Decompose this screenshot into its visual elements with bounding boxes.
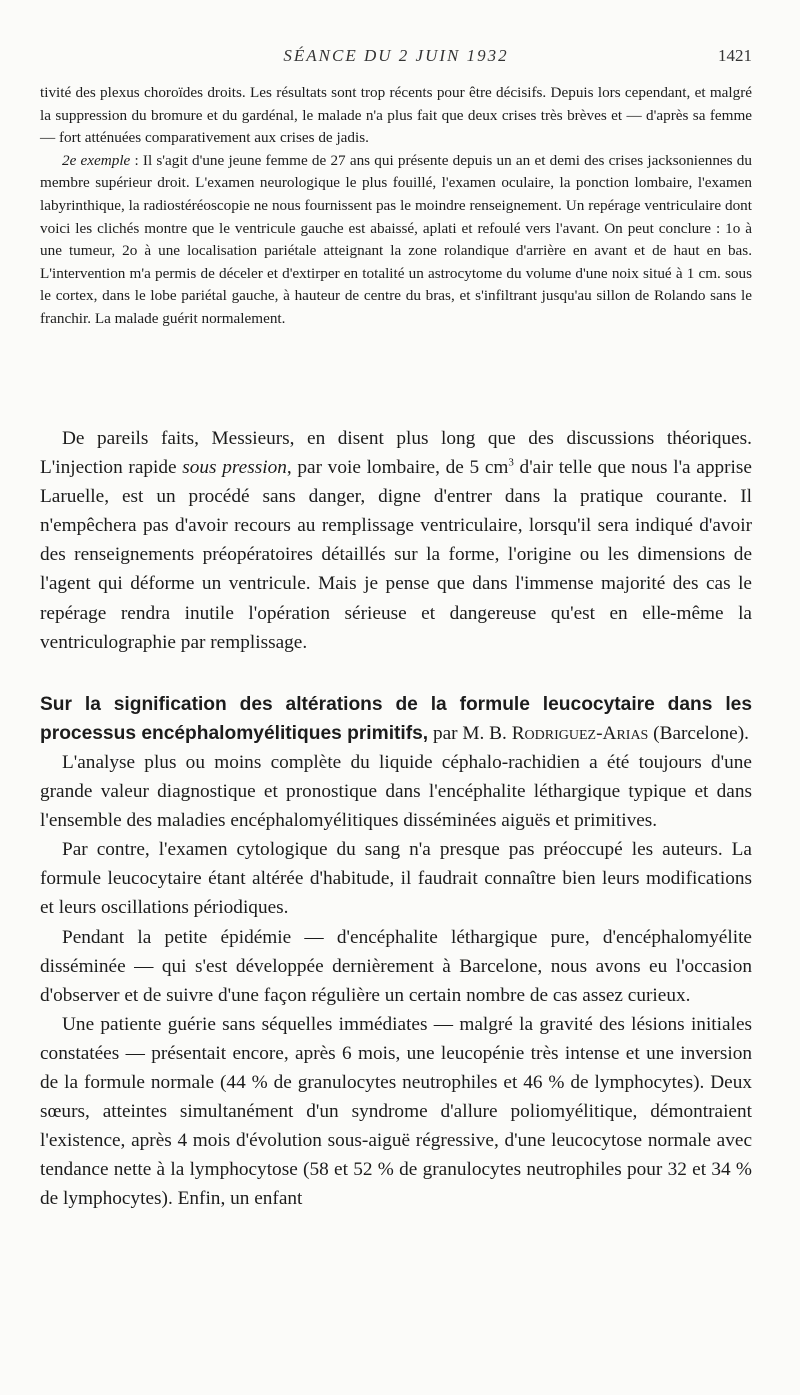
closing-italic: sous pression <box>182 457 287 479</box>
article-location: (Barcelone). <box>648 723 749 744</box>
article-paragraph-2: Par contre, l'examen cytologique du sang n'a presque pas préoccupé les auteurs. La formule leucocytaire étant altérée d'habitude, il faudrait connaître bien leurs modifications et leurs oscillations périodiques. <box>40 839 752 919</box>
article-title: Sur la signification des altérations de la formule leucocytaire dans les processus encéphalomyélitiques primitifs, <box>40 694 752 744</box>
case-text-1: tivité des plexus choroïdes droits. Les résultats sont trop récents pour être décisifs. Depuis lors cependant, et malgré la suppression du bromure et du gardénal, le malade n'a plus fait que deux crises très brèves et — d'après sa femme — fort atténuées comparativement aux crises de jadis. <box>40 84 752 147</box>
article <box>40 690 752 1214</box>
closing-part-1: De pareils faits, Messieurs, en disent plus long que des discussions théoriques. L'injection rapide <box>40 428 752 479</box>
closing-paragraph-text <box>40 424 752 657</box>
article-byline: par M. B. <box>428 723 512 744</box>
closing-part-2: , par voie lombaire, de 5 cm <box>286 457 509 479</box>
running-title: SÉANCE DU 2 JUIN 1932 <box>283 46 509 65</box>
case-report <box>40 82 752 331</box>
article-paragraph-1: L'analyse plus ou moins complète du liquide céphalo-rachidien a été toujours d'une grande valeur diagnostique et pronostique dans l'encéphalite léthargique typique et dans l'ensemble des maladies encéphalomyélitiques disséminées aiguës et primitives. <box>40 752 752 832</box>
case-paragraph-2 <box>40 150 752 331</box>
article-heading <box>40 690 752 748</box>
closing-paragraph <box>40 424 752 657</box>
page-header <box>40 46 752 72</box>
closing-superscript: 3 <box>508 456 514 469</box>
case-example-label: 2e exemple <box>62 151 131 169</box>
closing-part-3: d'air telle que nous l'a apprise Laruelle, est un procédé sans danger, digne d'entrer dans la pratique courante. Il n'empêchera pas d'avoir recours au remplissage ventriculaire, lorsqu'il sera indiqué d'avoir des renseignements préopératoires détaillés sur la forme, l'origine ou les dimensions de l'agent qui déforme un ventricule. Mais je pense que dans l'immense majorité des cas le repérage rendra inutile l'opération sérieuse et dangereuse qu'est en elle-même la ventriculographie par remplissage. <box>40 457 752 653</box>
article-paragraph-4: Une patiente guérie sans séquelles immédiates — malgré la gravité des lésions initiales constatées — présentait encore, après 6 mois, une leucopénie très intense et une inversion de la formule normale (44 % de granulocytes neutrophiles et 46 % de lymphocytes). Deux sœurs, atteintes simultanément d'un syndrome d'allure poliomyélitique, démontraient l'existence, après 4 mois d'évolution sous-aiguë régressive, d'une leucocytose normale avec tendance nette à la lymphocytose (58 et 52 % de granulocytes neutrophiles pour 32 et 34 % de lymphocytes). Enfin, un enfant <box>40 1013 752 1210</box>
page-number: 1421 <box>718 46 752 65</box>
case-paragraph-1 <box>40 82 752 150</box>
article-author: Rodriguez-Arias <box>511 723 649 744</box>
article-paragraph-3: Pendant la petite épidémie — d'encéphalite léthargique pure, d'encéphalomyélite disséminée — qui s'est développée dernièrement à Barcelone, nous avons eu l'occasion d'observer et de suivre d'une façon régulière un certain nombre de cas assez curieux. <box>40 926 752 1006</box>
case-text-2: : Il s'agit d'une jeune femme de 27 ans qui présente depuis un an et demi des crises jacksoniennes du membre supérieur droit. L'examen neurologique le plus fouillé, l'examen oculaire, la ponction lombaire, l'examen labyrinthique, la radiostéréoscopie ne nous fournissent pas le moindre renseignement. Un repérage ventriculaire dont voici les clichés montre que le ventricule gauche est abaissé, aplati et refoulé vers l'avant. On peut conclure : 1o à une tumeur, 2o à une localisation pariétale atteignant la zone rolandique d'arrière en avant et de haut en bas. L'intervention m'a permis de déceler et d'extirper en totalité un astrocytome du volume d'une noix situé à 1 cm. sous le cortex, dans le lobe pariétal gauche, à hauteur de centre du bras, et s'infiltrant jusqu'au sillon de Rolando sans le franchir. La malade guérit normalement. <box>40 151 752 327</box>
